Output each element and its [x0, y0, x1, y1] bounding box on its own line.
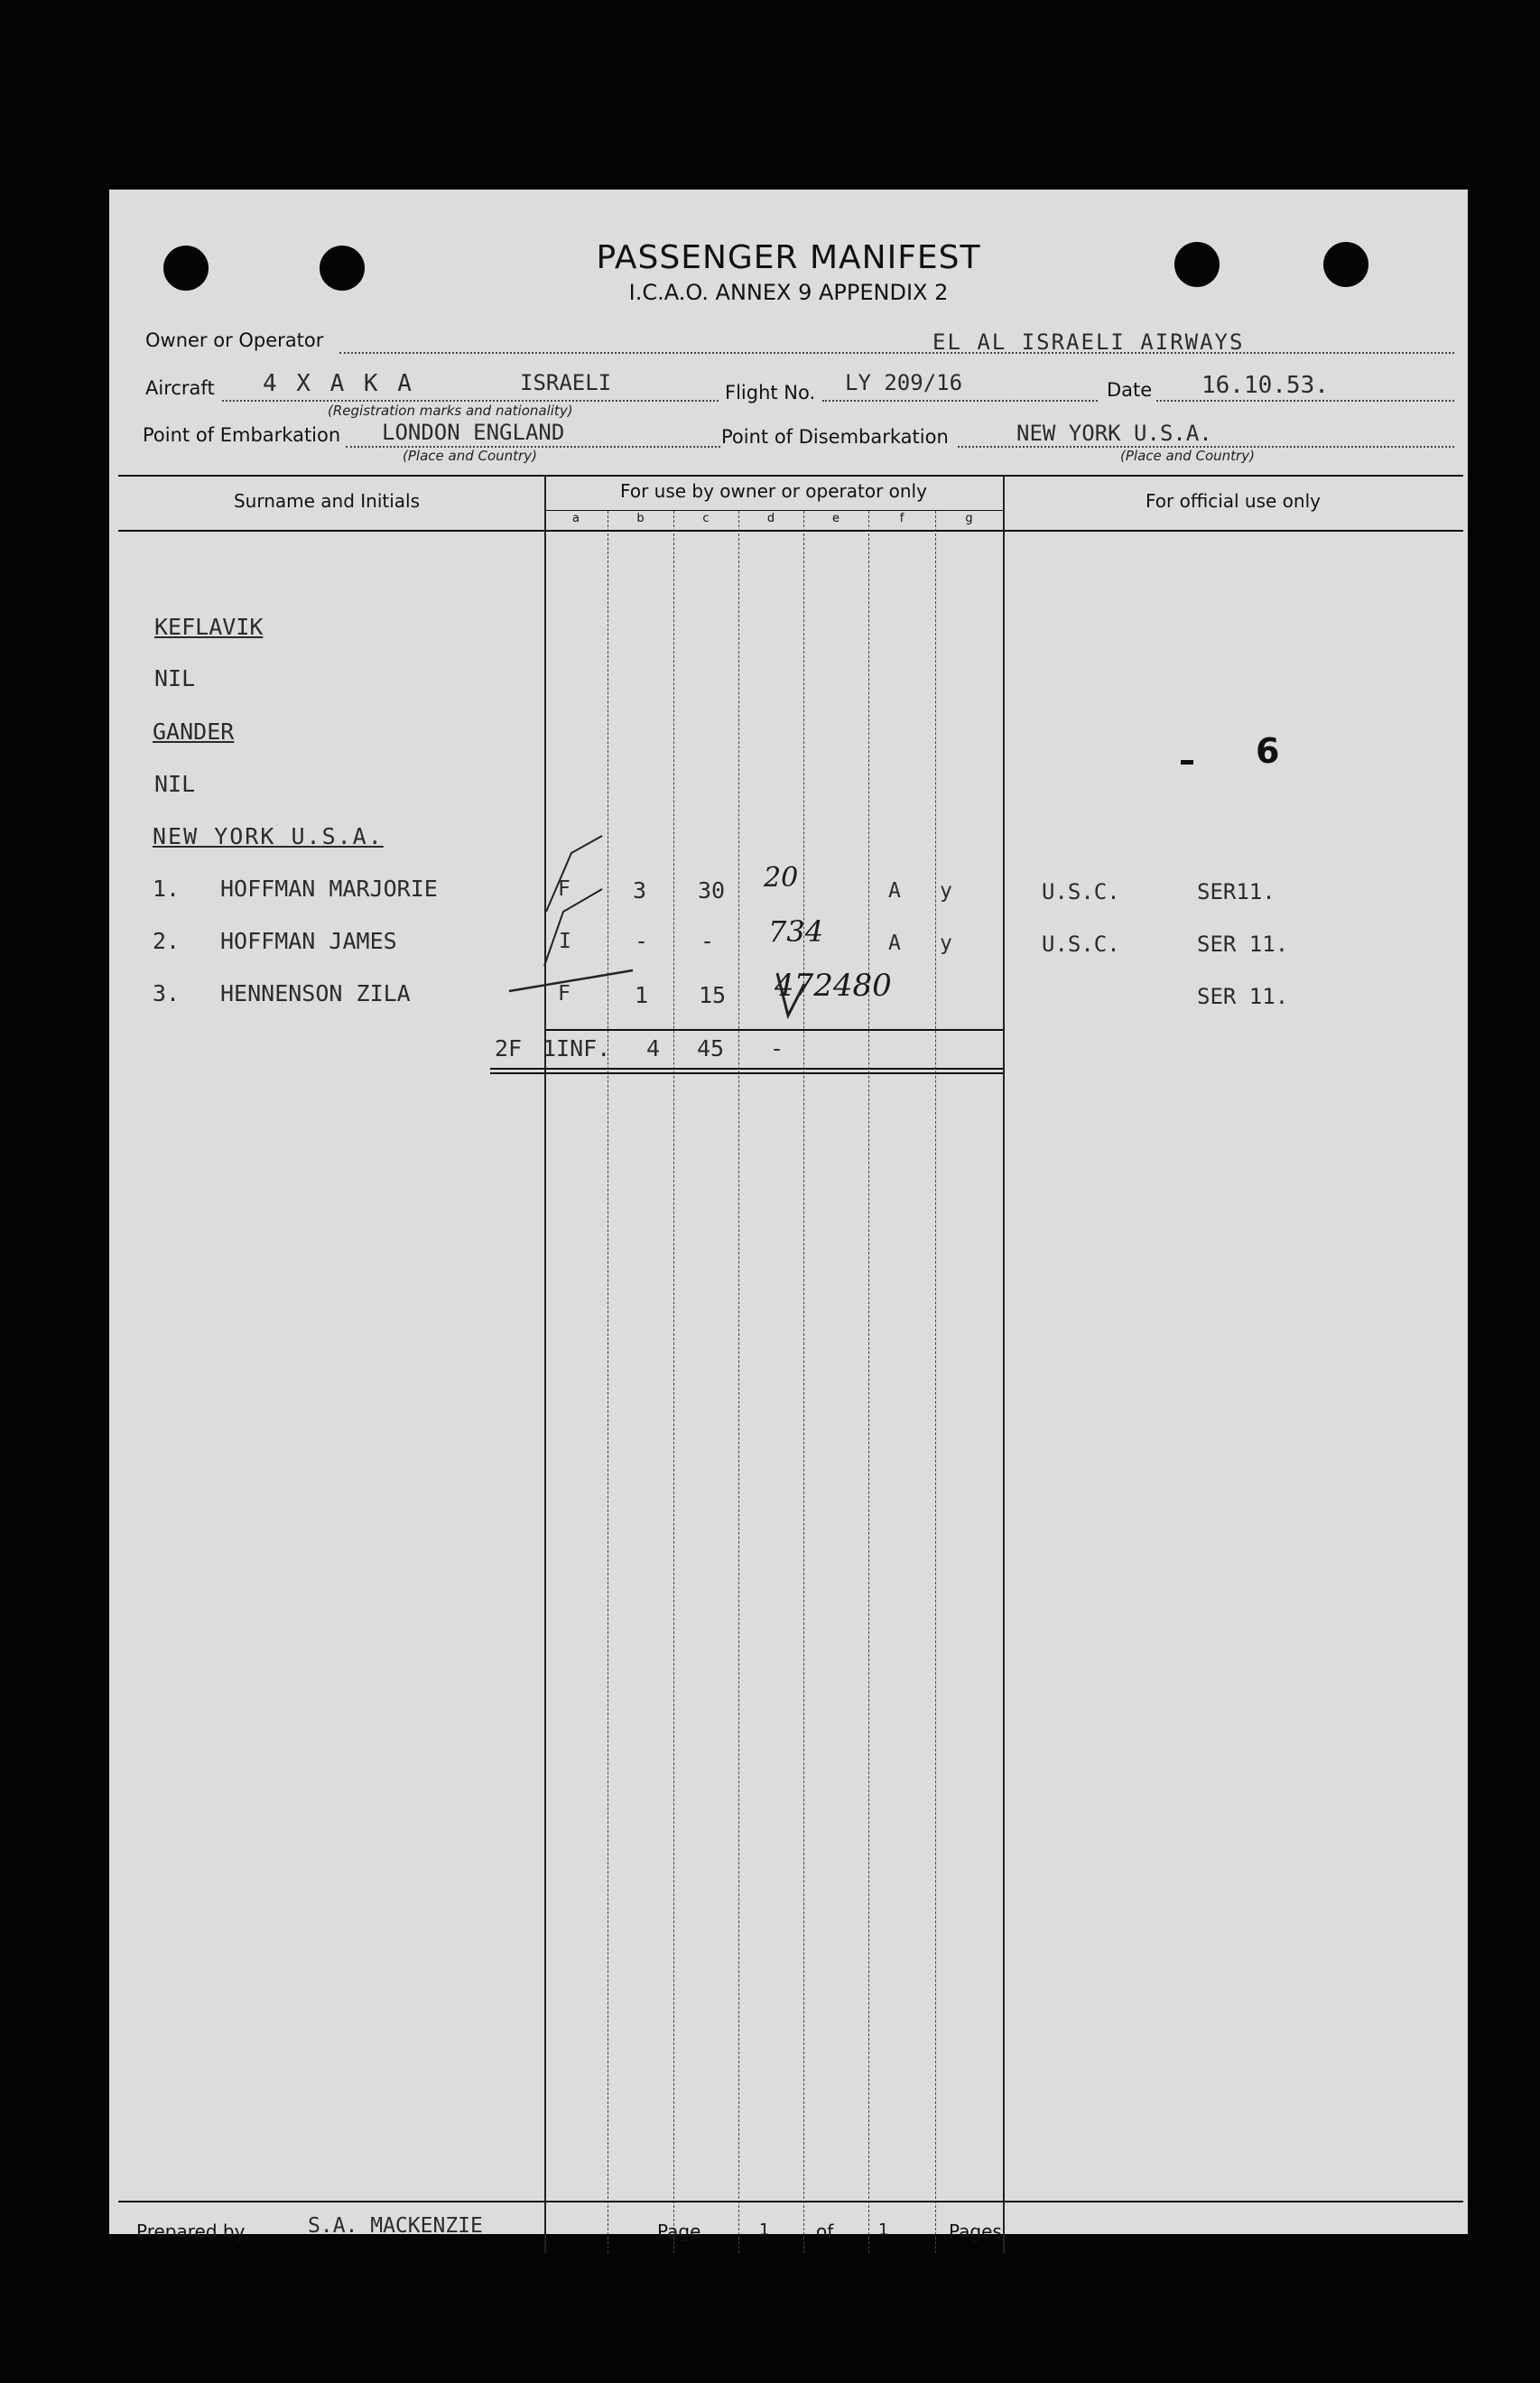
official-code: SER11.: [1197, 879, 1276, 904]
disembarkation-label: Point of Disembarkation: [721, 426, 949, 448]
embarkation-value: LONDON ENGLAND: [382, 420, 565, 445]
cell-f: y: [940, 932, 952, 955]
embarkation-place-note: (Place and Country): [403, 448, 537, 464]
pages-label: Pages: [949, 2221, 1002, 2242]
column-letter-c: c: [702, 512, 710, 525]
cell-c: -: [700, 928, 715, 954]
passenger-number: 3.: [153, 980, 181, 1006]
stop-gander: GANDER: [153, 719, 235, 745]
owner-label: Owner or Operator: [145, 329, 324, 351]
column-letter-b: b: [636, 512, 645, 525]
aircraft-registration: 4 X A K A: [263, 370, 414, 397]
form-title: PASSENGER MANIFEST: [596, 239, 981, 276]
date-value: 16.10.53.: [1201, 372, 1329, 399]
official-use-header: For official use only: [1146, 490, 1321, 512]
cell-e: A: [888, 879, 901, 903]
embarkation-label: Point of Embarkation: [143, 424, 341, 446]
flight-no-value: LY 209/16: [845, 370, 963, 395]
flight-no-label: Flight No.: [725, 382, 816, 403]
destination-heading: NEW YORK U.S.A.: [153, 823, 384, 849]
registration-note: (Registration marks and nationality): [328, 403, 573, 419]
column-letter-d: d: [766, 512, 775, 525]
column-letter-g: g: [965, 512, 973, 525]
prepared-by-value: S.A. MACKENZIE: [308, 2214, 483, 2238]
cell-a: I: [559, 930, 571, 953]
stop-gander-status: NIL: [154, 771, 196, 797]
owner-use-header: For use by owner or operator only: [620, 480, 927, 502]
cell-b: -: [635, 928, 649, 954]
column-letter-e: e: [832, 512, 840, 525]
handwritten-check-marks: [109, 190, 1468, 1273]
totals-top-rule: [544, 1029, 1003, 1031]
cell-e: A: [888, 932, 901, 955]
cell-d: 472480: [775, 968, 892, 1004]
cell-b: 3: [633, 877, 647, 904]
stop-keflavik: KEFLAVIK: [154, 614, 264, 640]
cell-a: F: [558, 982, 571, 1006]
official-status: U.S.C.: [1042, 879, 1120, 904]
official-status: U.S.C.: [1042, 932, 1120, 957]
disembarkation-place-note: (Place and Country): [1120, 448, 1255, 464]
disembarkation-value: NEW YORK U.S.A.: [1016, 421, 1212, 446]
prepared-by-label: Prepared by: [136, 2221, 246, 2242]
passenger-number: 1.: [153, 876, 181, 902]
cell-a: F: [558, 877, 571, 901]
cell-f: y: [940, 879, 952, 903]
surname-header: Surname and Initials: [233, 490, 421, 512]
cell-c: 30: [698, 877, 726, 904]
stop-keflavik-status: NIL: [154, 665, 196, 691]
operator-value: EL AL ISRAELI AIRWAYS: [932, 329, 1245, 355]
of-value: 1: [878, 2221, 889, 2239]
passenger-name: HOFFMAN MARJORIE: [220, 876, 438, 902]
official-code: SER 11.: [1197, 932, 1289, 957]
passenger-name: HENNENSON ZILA: [220, 980, 411, 1006]
total-c: 45: [697, 1035, 725, 1062]
page-label: Page: [657, 2221, 701, 2242]
cell-c: 15: [699, 982, 727, 1008]
official-mark: 6: [1256, 731, 1280, 771]
form-subtitle: I.C.A.O. ANNEX 9 APPENDIX 2: [628, 280, 949, 305]
date-label: Date: [1107, 379, 1153, 401]
manifest-sheet: [109, 190, 1468, 2242]
cell-b: 1: [635, 982, 649, 1008]
totals-bottom-rule-1: [490, 1068, 1003, 1070]
column-letter-a: a: [572, 512, 580, 525]
total-females: 2F: [495, 1035, 523, 1062]
total-a: 1INF.: [543, 1035, 611, 1062]
passenger-name: HOFFMAN JAMES: [220, 928, 397, 954]
passenger-number: 2.: [153, 928, 181, 954]
official-code: SER 11.: [1197, 984, 1289, 1009]
total-d: -: [770, 1035, 784, 1062]
cell-d: 20: [764, 862, 799, 894]
aircraft-label: Aircraft: [145, 377, 215, 399]
totals-bottom-rule-2: [490, 1072, 1003, 1074]
footer-rule: [118, 2201, 1463, 2202]
total-b: 4: [646, 1035, 661, 1062]
of-label: of: [816, 2221, 834, 2242]
cell-d: 734: [768, 914, 824, 949]
aircraft-nationality: ISRAELI: [520, 370, 612, 395]
column-letter-f: f: [899, 512, 905, 525]
page-value: 1: [759, 2221, 770, 2239]
